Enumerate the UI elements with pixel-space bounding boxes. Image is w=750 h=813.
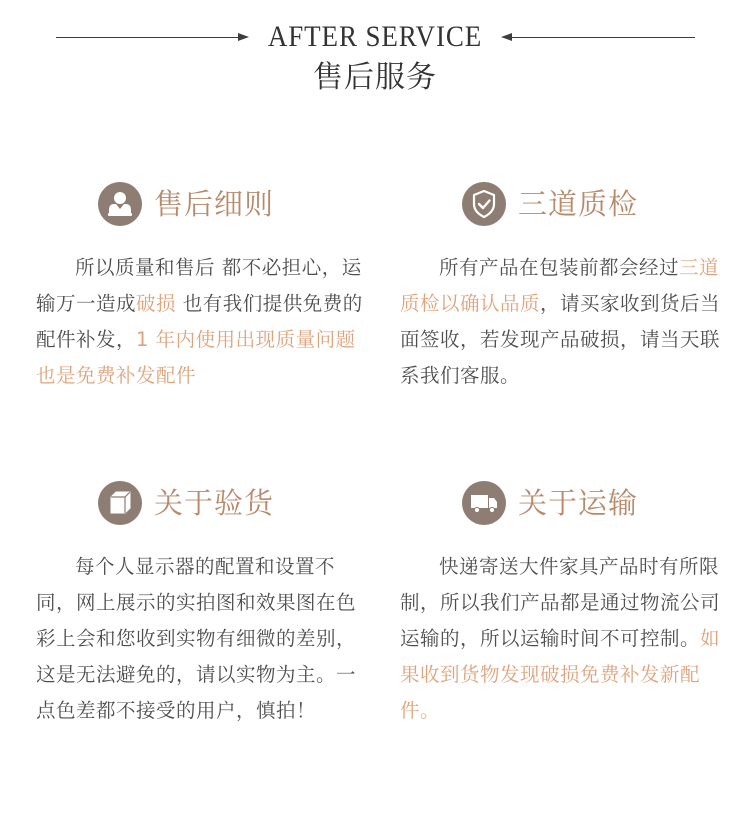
body-text: 所以质量和售后 都不必担心，运输万一造成 <box>36 256 362 315</box>
body-text: 所有产品在包装前都会经过 <box>439 256 680 279</box>
highlight-text: 1 年内使用出现质量问题 也是免费补发配件 <box>36 328 356 387</box>
section-body <box>400 549 730 729</box>
truck-icon <box>462 481 506 525</box>
highlight-text: 破损 <box>136 292 177 315</box>
section-title: 关于验货 <box>154 486 275 520</box>
section-body <box>36 549 366 729</box>
arrow-left-icon <box>501 33 512 41</box>
user-icon <box>98 182 142 226</box>
section-body <box>400 250 730 394</box>
body-text: 也有我们提供免费的配件补发， <box>36 292 363 351</box>
section-title: 售后细则 <box>154 187 275 221</box>
page-title-chinese: 售后服务 <box>313 60 437 95</box>
section-header <box>36 481 366 525</box>
section-header <box>400 182 730 226</box>
body-text: 每个人显示器的配置和设置不同，网上展示的实拍图和效果图在色彩上会和您收到实物有细微的差别，这是无法避免的，请以实物为主。一点色差都不接受的用户，慎拍！ <box>36 555 357 722</box>
section-header <box>36 182 366 226</box>
section-body <box>36 250 366 394</box>
section-header <box>400 481 730 525</box>
box-icon <box>98 481 142 525</box>
shield-check-icon <box>462 182 506 226</box>
highlight-text: 三道质检以确认品质 <box>400 256 720 315</box>
section-title: 三道质检 <box>518 187 639 221</box>
body-text: 快递寄送大件家具产品时有所限制，所以我们产品都是通过物流公司运输的，所以运输时间不可控制。 <box>400 555 721 650</box>
header-divider-right <box>512 37 695 38</box>
page-header <box>0 0 750 110</box>
section-title: 关于运输 <box>518 486 639 520</box>
highlight-text: 如果收到货物发现破损免费补发新配件。 <box>400 627 721 722</box>
page-title-english: AFTER SERVICE <box>267 20 483 53</box>
body-text: ，请买家收到货后当面签收，若发现产品破损，请当天联系我们客服。 <box>400 292 721 387</box>
